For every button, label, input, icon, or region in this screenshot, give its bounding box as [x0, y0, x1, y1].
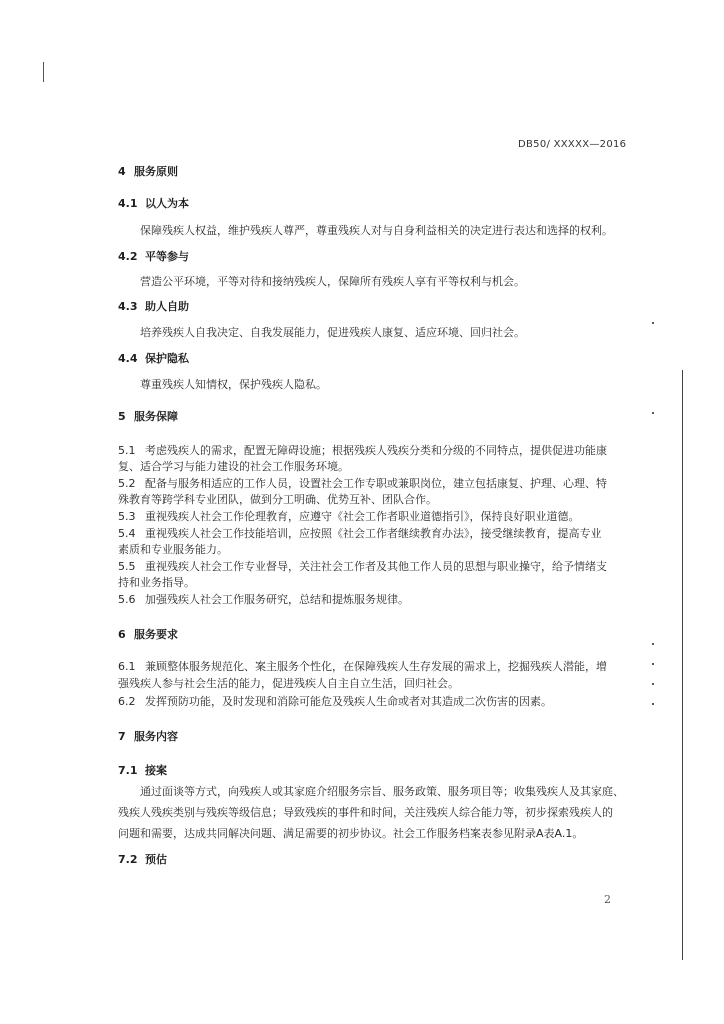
- subsection-title: 平等参与: [145, 250, 189, 263]
- section-number: 7: [118, 730, 126, 743]
- scan-dot: [652, 322, 654, 324]
- clause-number: 5.6: [118, 593, 136, 606]
- clause-line: 考虑残疾人的需求，配置无障碍设施；根据残疾人残疾分类和分级的不同特点，提供促进功能康: [145, 444, 607, 457]
- paragraph-line: 尊重残疾人知情权，保护残疾人隐私。: [140, 378, 327, 391]
- clause-number: 5.5: [118, 560, 136, 573]
- subsection-title: 保护隐私: [145, 352, 189, 365]
- subsection-number: 4.1: [118, 197, 138, 210]
- subsection-number: 7.2: [118, 853, 138, 866]
- subsection-title: 接案: [145, 764, 167, 777]
- clause-line: 殊教育等跨学科专业团队，做到分工明确、优势互补、团队合作。: [118, 493, 437, 506]
- clause-line: 强残疾人参与社会生活的能力，促进残疾人自主自立生活，回归社会。: [118, 677, 459, 690]
- paragraph-line: 培养残疾人自我决定、自我发展能力，促进残疾人康复、适应环境、回归社会。: [140, 326, 525, 339]
- clause-number: 5.2: [118, 477, 136, 490]
- scan-dot: [652, 683, 654, 685]
- scan-right-edge-line: [682, 370, 683, 960]
- clause-line: 重视残疾人社会工作伦理教育，应遵守《社会工作者职业道德指引》，保持良好职业道德。: [145, 510, 580, 523]
- scan-dot: [652, 663, 654, 665]
- section-number: 6: [118, 628, 126, 641]
- subsection-number: 4.2: [118, 250, 138, 263]
- section-number: 4: [118, 165, 126, 178]
- clause-line: 持和业务指导。: [118, 576, 195, 589]
- clause-line: 重视残疾人社会工作专业督导，关注社会工作者及其他工作人员的思想与职业操守，给予情绪支: [145, 560, 607, 573]
- clause-number: 5.3: [118, 510, 136, 523]
- scan-dot: [652, 412, 654, 414]
- clause-number: 6.1: [118, 660, 136, 673]
- subsection-number: 4.4: [118, 352, 138, 365]
- page-number: 2: [604, 893, 611, 906]
- clause-line: 加强残疾人社会工作服务研究，总结和提炼服务规律。: [145, 593, 409, 606]
- subsection-number: 4.3: [118, 300, 138, 313]
- paragraph-line: 通过面谈等方式，向残疾人或其家庭介绍服务宗旨、服务政策、服务项目等；收集残疾人及其家庭、: [140, 785, 624, 798]
- standard-code: DB50/ XXXXX—2016: [518, 139, 627, 150]
- section-title: 服务内容: [134, 730, 178, 743]
- subsection-title: 以人为本: [145, 197, 189, 210]
- paragraph-line: 营造公平环境，平等对待和接纳残疾人，保障所有残疾人享有平等权利与机会。: [140, 275, 525, 288]
- section-title: 服务原则: [134, 165, 178, 178]
- scan-dot: [652, 703, 654, 705]
- clause-line: 兼顾整体服务规范化、案主服务个性化，在保障残疾人生存发展的需求上，挖掘残疾人潜能，增: [145, 660, 607, 673]
- clause-number: 5.4: [118, 527, 136, 540]
- paragraph-line: 残疾人残疾类别与残疾等级信息；导致残疾的事件和时间，关注残疾人综合能力等，初步探索残疾人的: [118, 806, 613, 819]
- scan-dot: [652, 643, 654, 645]
- clause-line: 复、适合学习与能力建设的社会工作服务环境。: [118, 460, 349, 473]
- section-title: 服务保障: [134, 410, 178, 423]
- clause-line: 素质和专业服务能力。: [118, 543, 228, 556]
- paragraph-line: 保障残疾人权益，维护残疾人尊严，尊重残疾人对与自身利益相关的决定进行表达和选择的权利。: [140, 224, 613, 237]
- clause-number: 6.2: [118, 695, 136, 708]
- scan-margin-mark: [43, 62, 44, 82]
- subsection-title: 助人自助: [145, 300, 189, 313]
- section-number: 5: [118, 410, 126, 423]
- paragraph-line: 问题和需要，达成共同解决问题、满足需要的初步协议。社会工作服务档案表参见附录A表A.1。: [118, 827, 584, 840]
- section-title: 服务要求: [134, 628, 178, 641]
- clause-line: 重视残疾人社会工作技能培训，应按照《社会工作者继续教育办法》，接受继续教育，提高专业: [145, 527, 602, 540]
- subsection-title: 预估: [145, 853, 167, 866]
- clause-number: 5.1: [118, 444, 136, 457]
- clause-line: 配备与服务相适应的工作人员，设置社会工作专职或兼职岗位，建立包括康复、护理、心理、特: [145, 477, 607, 490]
- clause-line: 发挥预防功能，及时发现和消除可能危及残疾人生命或者对其造成二次伤害的因素。: [145, 695, 552, 708]
- subsection-number: 7.1: [118, 764, 138, 777]
